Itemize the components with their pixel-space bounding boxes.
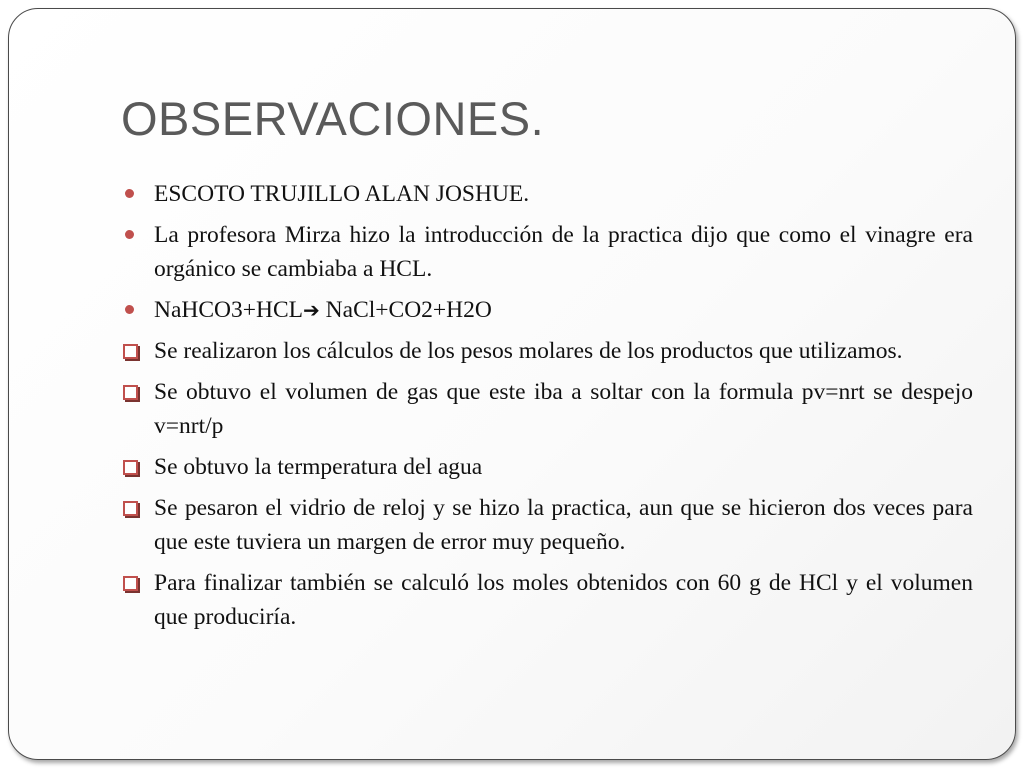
checkbox-bullet-icon: [121, 334, 145, 368]
checkbox-bullet-icon: [121, 375, 145, 409]
bullet-text: Para finalizar también se calculó los moles obtenidos con 60 g de HCl y el volumen que produciría.: [154, 570, 973, 630]
dot-bullet-icon: [121, 218, 145, 252]
reaction-reactants: NaHCO3+HCL: [154, 297, 304, 323]
bullet-text: La profesora Mirza hizo la introducción de la practica dijo que como el vinagre era orgánico se cambiaba a HCL.: [154, 222, 973, 282]
checkbox-bullet-icon: [121, 450, 145, 484]
list-item: [121, 293, 973, 327]
checkbox-bullet-icon: [121, 491, 145, 525]
list-item: [121, 375, 973, 443]
list-item: [121, 177, 973, 211]
bullet-list: [121, 177, 973, 641]
bullet-text: Se pesaron el vidrio de reloj y se hizo la practica, aun que se hicieron dos veces para que este tuviera un margen de error muy pequeño.: [154, 495, 973, 555]
list-item: [121, 566, 973, 634]
bullet-text: Se realizaron los cálculos de los pesos molares de los productos que utilizamos.: [154, 338, 903, 364]
slide-title: OBSERVACIONES.: [121, 92, 545, 145]
dot-bullet-icon: [121, 177, 145, 211]
arrow-right-icon: ➔: [303, 298, 320, 322]
reaction-products: NaCl+CO2+H2O: [319, 297, 492, 323]
dot-bullet-icon: [121, 293, 145, 327]
bullet-text: ESCOTO TRUJILLO ALAN JOSHUE.: [154, 181, 530, 207]
checkbox-bullet-icon: [121, 566, 145, 600]
list-item: [121, 218, 973, 286]
list-item: [121, 491, 973, 559]
list-item: [121, 450, 973, 484]
bullet-text: Se obtuvo el volumen de gas que este iba a soltar con la formula pv=nrt se despejo v=nrt/p: [154, 379, 973, 439]
slide-frame: [8, 8, 1016, 760]
list-item: [121, 334, 973, 368]
bullet-text: Se obtuvo la termperatura del agua: [154, 454, 483, 480]
